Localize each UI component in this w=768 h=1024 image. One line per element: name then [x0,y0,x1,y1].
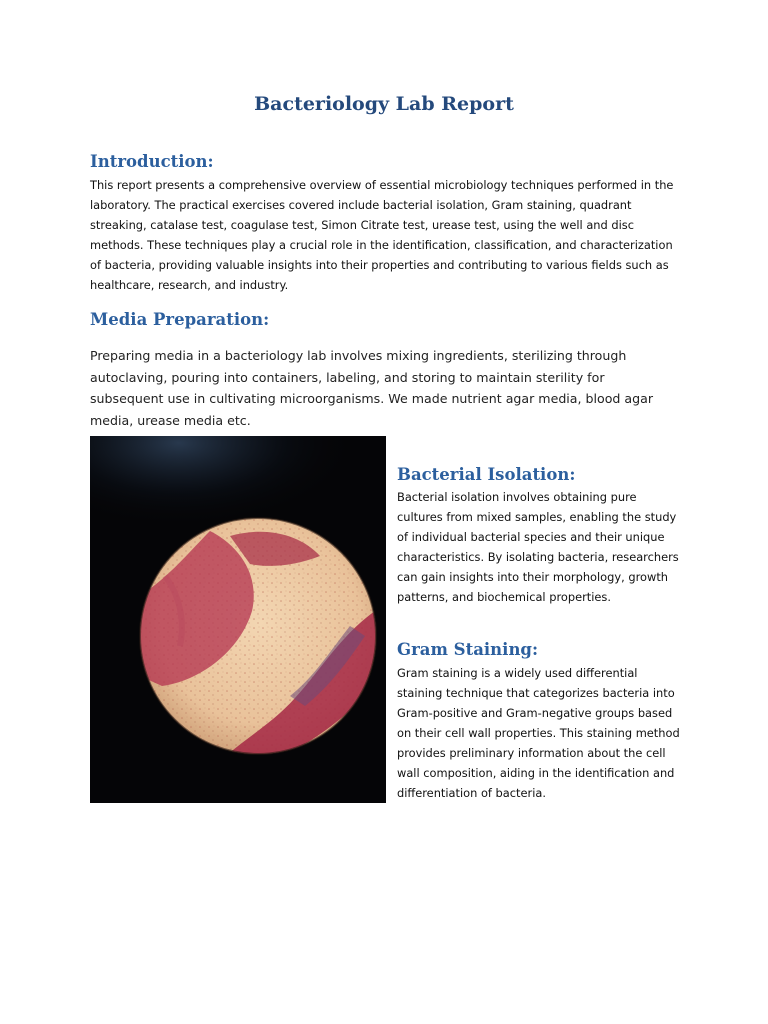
bacterial-isolation-paragraph: Bacterial isolation involves obtaining pure cultures from mixed samples, enabling the study of individual bacterial species and their unique characteristics. By isolating bacteria, researchers can gain insights into their morphology, growth patterns, and biochemical properties. [397,490,679,604]
media-preparation-paragraph: Preparing media in a bacteriology lab involves mixing ingredients, sterilizing through autoclaving, pouring into containers, labeling, and storing to maintain sterility for subsequent use in cultivating microorganisms. We made nutrient agar media, blood agar media, urease media etc. [90,348,654,429]
gram-staining-paragraph: Gram staining is a widely used differential staining technique that categorizes bacteria into Gram-positive and Gram-negative groups based on their cell wall properties. This staining method provides preliminary information about the cell wall composition, aiding in the identification and differentiation of bacteria. [397,666,680,800]
introduction-paragraph: This report presents a comprehensive overview of essential microbiology techniques performed in the laboratory. The practical exercises covered include bacterial isolation, Gram staining, quadrant streaking, catalase test, coagulase test, Simon Citrate test, urease test, using the well and disc methods. These techniques play a crucial role in the identification, classification, and characterization of bacteria, providing valuable insights into their properties and contributing to various fields such as healthcare, research, and industry. [90,178,674,292]
document-title: Bacteriology Lab Report [254,93,514,115]
bacterial-isolation-heading: Bacterial Isolation: [397,465,576,484]
media-preparation-heading: Media Preparation: [90,310,270,329]
introduction-heading: Introduction: [90,152,214,171]
gram-staining-heading: Gram Staining: [397,640,539,659]
microscope-slide-photo [90,436,386,803]
microscope-view-illustration [90,436,386,803]
